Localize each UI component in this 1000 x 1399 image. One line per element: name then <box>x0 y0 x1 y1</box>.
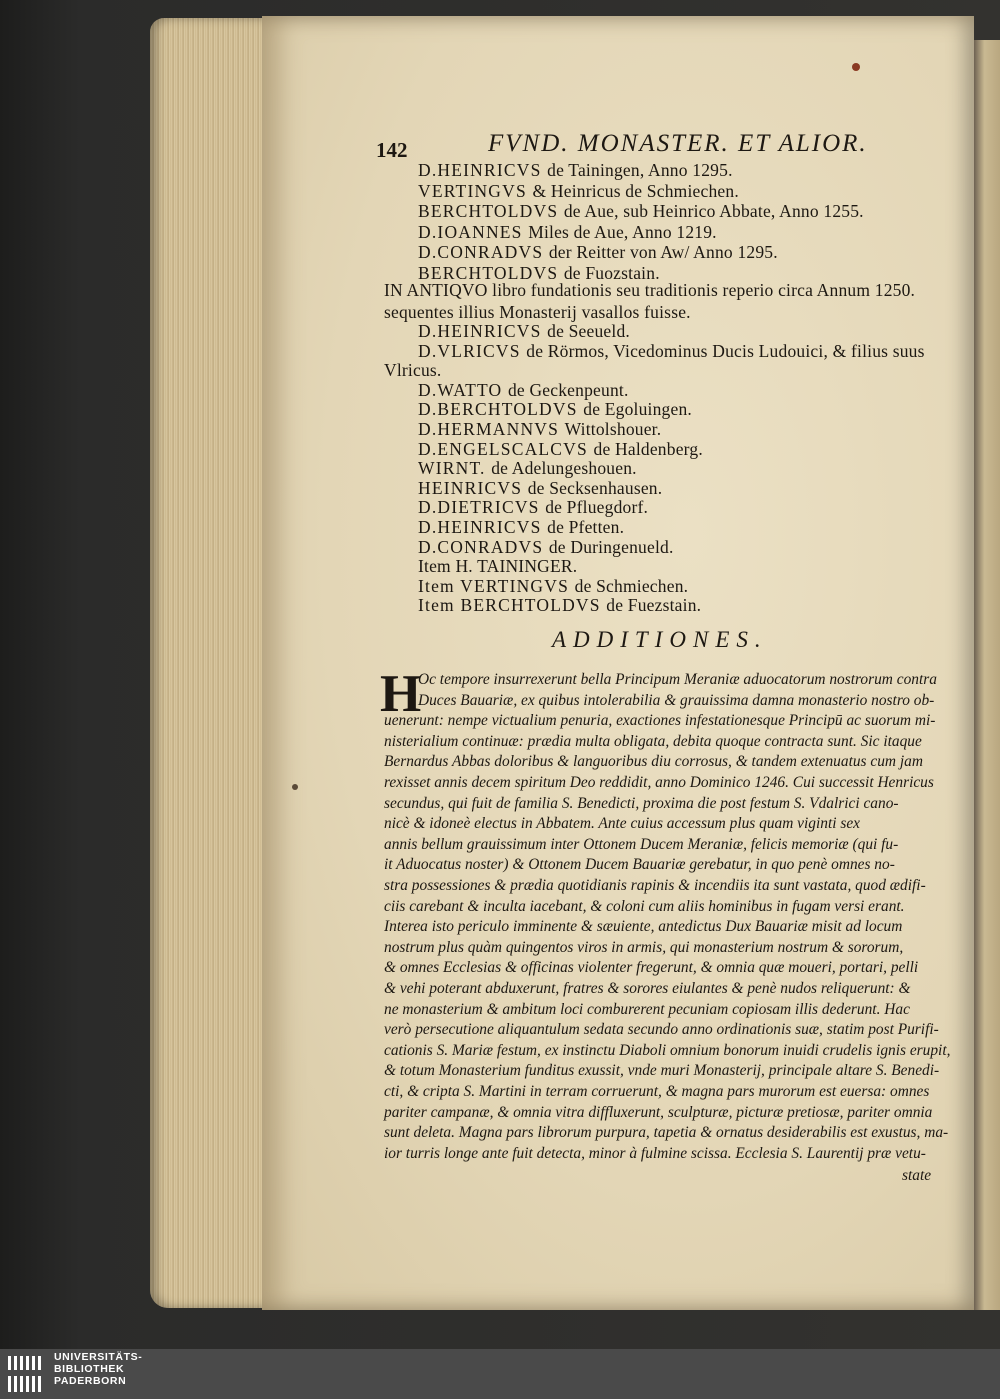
library-name-line: PADERBORN <box>54 1375 127 1387</box>
body-line: cti, & cripta S. Martini in terram corruerunt, & magna pars murorum est euersa: omnes <box>384 1083 930 1100</box>
vassal-name: BERCHTOLDVS <box>418 201 564 221</box>
body-line: Duces Bauariæ, ex quibus intolerabilia & grauissima damna monasterio nostro ob- <box>418 691 935 709</box>
vassal-detail: de Rörmos, Vicedominus Ducis Ludouici, & filius suus <box>526 340 925 361</box>
vassal-entry <box>418 201 864 222</box>
university-library-logo-icon <box>6 1352 44 1396</box>
vassal-name: VERTINGVS <box>418 180 533 201</box>
vassal-name: D.WATTO <box>418 379 508 400</box>
library-footer <box>0 1349 1000 1399</box>
vassal-name: D.ENGELSCALCVS <box>418 438 594 459</box>
vassal-entry <box>418 537 674 558</box>
body-line: Oc tempore insurrexerunt bella Principum Meraniæ aduocatorum nostrorum contra <box>418 671 937 688</box>
body-line: nisterialium continuæ: prædia multa obligata, debita quoque contracta sunt. Sic itaque <box>384 732 922 750</box>
vassal-entry <box>418 497 648 518</box>
vassal-name: HEINRICVS <box>418 477 528 498</box>
vassal-entry <box>418 517 624 538</box>
vassal-detail: Wittolshouer. <box>564 419 662 439</box>
vassal-entry <box>418 556 577 577</box>
vassal-entry <box>418 576 688 597</box>
drop-cap: H <box>380 665 422 723</box>
body-line: & totum Monasterium funditus exussit, vnde muri Monasterij, principale altare S. Benedi- <box>384 1062 940 1080</box>
body-line: ciis carebant & inculta iacebant, & coloni cum aliis hominibus in fugam versi erant. <box>384 897 905 915</box>
vassal-name: D.HEINRICVS <box>418 321 548 341</box>
next-page-edge <box>974 40 1000 1310</box>
vassal-name: WIRNT. <box>418 458 492 479</box>
vassal-name: D.CONRADVS <box>418 536 549 557</box>
body-line: verò persecutione aliquantulum sedata secundo anno ordinationis suæ, statim post Purifi- <box>384 1021 939 1039</box>
vassal-entry <box>418 439 703 460</box>
section-heading: ADDITIONES. <box>552 627 768 652</box>
book-fore-edge <box>150 18 270 1308</box>
vassal-name: D.HEINRICVS <box>418 517 548 537</box>
body-line: nostrum plus quàm quingentos viros in armis, qui monasterium nostrum & sororum, <box>384 938 904 956</box>
body-line: pariter campanæ, & omnia vitra diffluxerunt, sculpturæ, picturæ pretiosæ, pariter omnia <box>384 1103 933 1121</box>
vassal-detail: de Fuozstain. <box>563 262 660 283</box>
body-line: secundus, qui fuit de familia S. Benedicti, proxima die post festum S. Vdalrici cano- <box>384 794 899 812</box>
body-line: & omnes Ecclesias & officinas violenter fregerunt, & omnia quæ moueri, portari, pelli <box>384 959 919 977</box>
vassal-detail: de Adelungeshouen. <box>491 458 637 479</box>
body-line: rexisset annis decem spiritum Deo reddidit, anno Dominico 1246. Cui successit Henricus <box>384 774 934 791</box>
intro-line: IN ANTIQVO libro fundationis seu traditionis reperio circa Annum 1250. <box>384 280 916 300</box>
vassal-name: D.BERCHTOLDVS <box>418 399 584 420</box>
running-head: FVND. MONASTER. ET ALIOR. <box>488 130 868 157</box>
vassal-detail: de Seeueld. <box>547 321 630 341</box>
paper-blemish <box>852 63 860 71</box>
vassal-detail: der Reitter von Aw/ Anno 1295. <box>548 242 778 262</box>
vassal-detail: & Heinricus de Schmiechen. <box>532 180 739 201</box>
vassal-detail: Vlricus. <box>384 360 442 381</box>
vassal-detail: de Schmiechen. <box>574 575 689 596</box>
catchword: state <box>902 1167 932 1184</box>
vassal-entry <box>418 160 733 181</box>
vassal-detail: de Pfetten. <box>547 517 625 537</box>
vassal-entry <box>418 399 692 420</box>
vassal-detail: Item H. TAININGER. <box>418 556 578 577</box>
body-line: Interea isto periculo imminente & sæuiente, antedictus Dux Bauariæ misit ad locum <box>384 918 903 936</box>
vassal-entry <box>418 341 925 362</box>
vassal-detail: de Geckenpeunt. <box>507 379 629 400</box>
vassal-detail: de Fuezstain. <box>606 595 702 616</box>
body-line: sunt deleta. Magna pars librorum purpura, tapetia & ornatus desiderabilis est exustus, ma- <box>384 1124 949 1142</box>
body-line: nicè & idoneè electus in Abbatem. Ante cuius accessum plus quam viginti sex <box>384 815 861 833</box>
vassal-name: D.VLRICVS <box>418 340 527 361</box>
vassal-entry <box>384 360 442 381</box>
vassal-name: D.IOANNES <box>418 221 529 242</box>
vassal-detail: de Aue, sub Heinrico Abbate, Anno 1255. <box>563 201 864 221</box>
body-line: stra possessiones & prædia quotidianis rapinis & incendiis ita sunt vastata, quod ædifi- <box>384 877 926 894</box>
vassal-name: D.CONRADVS <box>418 242 549 262</box>
vassal-name: Item BERCHTOLDVS <box>418 595 607 616</box>
vassal-entry <box>418 181 739 202</box>
vassal-entry <box>418 222 717 243</box>
vassal-entry <box>418 242 778 263</box>
vassal-entry <box>418 595 701 616</box>
vassal-detail: Miles de Aue, Anno 1219. <box>528 221 717 242</box>
body-line: ior turris longe ante fuit detecta, minor à fulmine scissa. Ecclesia S. Laurentij præ vetu- <box>384 1144 926 1162</box>
vassal-entry <box>418 419 661 440</box>
vassal-detail: de Egoluingen. <box>583 399 692 420</box>
intro-line: sequentes illius Monasterij vasallos fuisse. <box>384 302 691 322</box>
vassal-entry <box>418 478 662 499</box>
body-line: Bernardus Abbas doloribus & languoribus diu corrosus, & tandem extenuatus cum jam <box>384 753 923 771</box>
vassal-detail: de Pfluegdorf. <box>545 497 649 518</box>
vassal-name: D.HEINRICVS <box>418 160 548 180</box>
vassal-detail: de Secksenhausen. <box>527 477 663 498</box>
library-name-line: BIBLIOTHEK <box>54 1363 125 1375</box>
body-line: it Aduocatus noster) & Ottonem Ducem Bauariæ gerebatur, in quo penè omnes no- <box>384 856 895 874</box>
body-line: annis bellum grauissimum inter Ottonem Ducem Meraniæ, felicis memoriæ (qui fu- <box>384 835 899 853</box>
vassal-name: D.DIETRICVS <box>418 497 546 518</box>
vassal-detail: de Tainingen, Anno 1295. <box>547 160 733 180</box>
vassal-entry <box>418 458 637 479</box>
library-name-line: UNIVERSITÄTS- <box>54 1351 143 1363</box>
vassal-name: Item VERTINGVS <box>418 575 575 596</box>
vassal-detail: de Haldenberg. <box>593 438 703 459</box>
body-line: cationis S. Mariæ festum, ex instinctu Diaboli omnium bonorum inuidi crudelis ignis erupit, <box>384 1041 951 1059</box>
vassal-entry <box>418 321 630 342</box>
page-number: 142 <box>376 138 408 162</box>
ink-mark <box>292 784 298 790</box>
body-line: & vehi poterant abduxerunt, fratres & sorores eiulantes & penè nudos reliquerunt: & <box>384 980 911 997</box>
vassal-detail: de Duringenueld. <box>548 536 674 557</box>
body-line: ne monasterium & ambitum loci comburerent pecuniam copiosam illis dederunt. Hac <box>384 1000 910 1018</box>
vassal-entry <box>418 380 629 401</box>
body-line: uenerunt: nempe victualium penuria, exactiones infestationesque Principū ac suorum mi- <box>384 712 936 730</box>
vassal-name: BERCHTOLDVS <box>418 262 564 283</box>
vassal-name: D.HERMANNVS <box>418 419 565 439</box>
